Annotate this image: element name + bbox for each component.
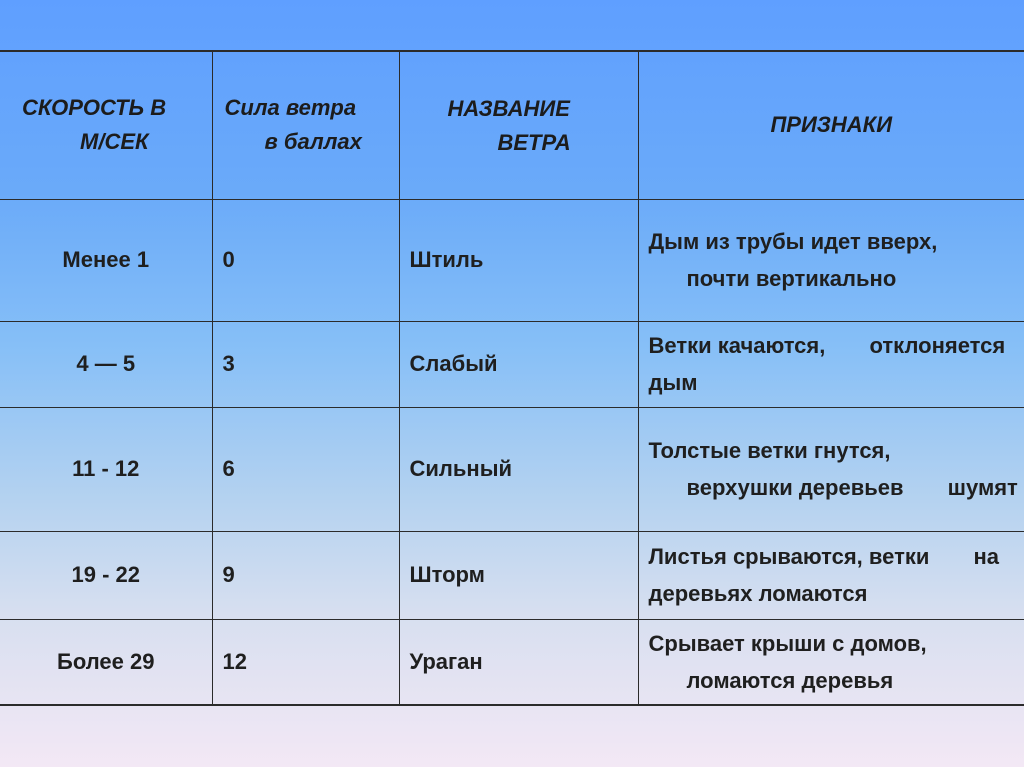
signs-line: Листья срываются, ветки bbox=[648, 544, 930, 569]
cell-speed: 19 - 22 bbox=[0, 531, 212, 619]
signs-line: верхушки деревьев bbox=[686, 475, 904, 500]
header-speed-line2: М/СЕК bbox=[80, 129, 149, 155]
cell-name: Штиль bbox=[399, 199, 638, 321]
cell-name: Сильный bbox=[399, 407, 638, 531]
cell-speed: Более 29 bbox=[0, 619, 212, 705]
cell-name: Слабый bbox=[399, 321, 638, 407]
table-row bbox=[0, 199, 1024, 321]
signs-line: Срывает крыши с домов, bbox=[648, 630, 927, 656]
signs-line: Ветки качаются, bbox=[648, 333, 826, 358]
header-speed-line1: СКОРОСТЬ В bbox=[22, 95, 167, 121]
cell-force: 12 bbox=[212, 619, 399, 705]
header-signs: ПРИЗНАКИ bbox=[638, 51, 1024, 199]
cell-force: 6 bbox=[212, 407, 399, 531]
signs-line: шумят bbox=[947, 475, 1018, 500]
signs-line: Дым из трубы идет вверх, bbox=[648, 229, 938, 254]
signs-line: на деревьях ломаются bbox=[648, 544, 1000, 606]
table-row bbox=[0, 321, 1024, 407]
cell-signs bbox=[638, 321, 1024, 407]
cell-force: 9 bbox=[212, 531, 399, 619]
table-row bbox=[0, 407, 1024, 531]
signs-line: ломаются деревья bbox=[686, 667, 894, 693]
header-name-line1: НАЗВАНИЕ bbox=[447, 96, 570, 121]
header-name-line2: ВЕТРА bbox=[497, 130, 571, 155]
cell-force: 3 bbox=[212, 321, 399, 407]
header-force-line2: в баллах bbox=[264, 129, 362, 155]
header-force bbox=[212, 51, 399, 199]
table-row bbox=[0, 619, 1024, 705]
cell-name: Шторм bbox=[399, 531, 638, 619]
cell-signs bbox=[638, 199, 1024, 321]
cell-name: Ураган bbox=[399, 619, 638, 705]
header-name bbox=[399, 51, 638, 199]
cell-speed: 4 — 5 bbox=[0, 321, 212, 407]
cell-force: 0 bbox=[212, 199, 399, 321]
cell-signs bbox=[638, 619, 1024, 705]
signs-line: почти вертикально bbox=[686, 266, 897, 291]
header-speed bbox=[0, 51, 212, 199]
cell-signs bbox=[638, 531, 1024, 619]
cell-speed: Менее 1 bbox=[0, 199, 212, 321]
wind-scale-table bbox=[0, 50, 1024, 706]
signs-line: отклоняется дым bbox=[648, 333, 1006, 395]
table-header-row bbox=[0, 51, 1024, 199]
header-force-line1: Сила ветра bbox=[224, 95, 357, 121]
cell-speed: 11 - 12 bbox=[0, 407, 212, 531]
signs-line: Толстые ветки гнутся, bbox=[648, 438, 891, 463]
table-row bbox=[0, 531, 1024, 619]
cell-signs bbox=[638, 407, 1024, 531]
